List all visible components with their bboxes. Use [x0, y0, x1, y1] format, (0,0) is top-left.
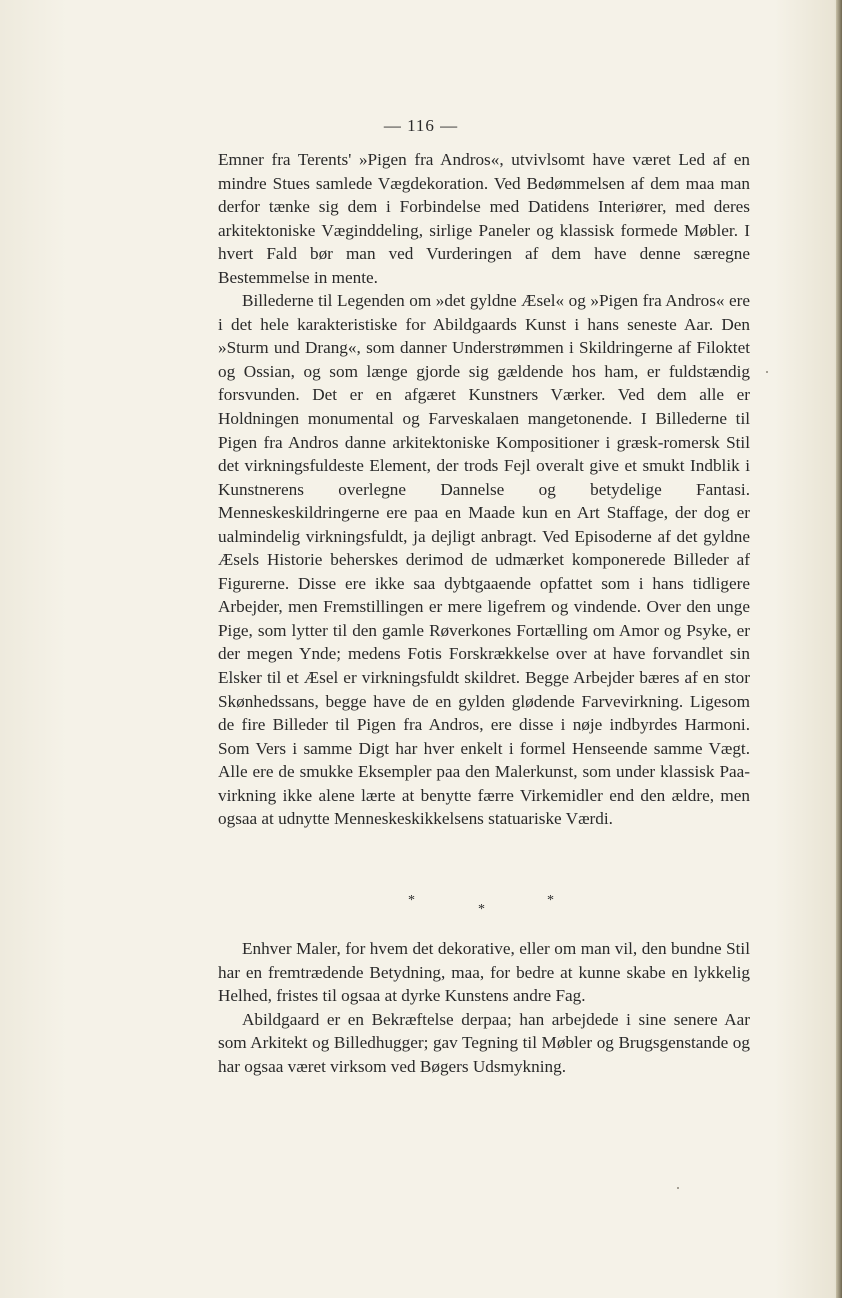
paragraph-legend-pictures: Billederne til Legenden om »det gyldne Æsel« og »Pigen fra Andros« ere i det hele karakteristiske for Abildgaards Kunst i hans seneste Aar. Den »Sturm und Drang«, som danner Understrømmen i Skildringerne af Filoktet og Ossian, og som længe gjorde sig gældende hos ham, er fuldstændig forsvunden. Det er en afgæret Kunstners Værker. Ved dem alle er Holdningen monumental og Farveskalaen mangetonende. I Billederne til Pigen fra Andros danne arkitektoniske Kompositioner i græsk-romersk Stil det virkningsfuldeste Element, der trods Fejl overalt give et smukt Indblik i Kunstnerens overlegne Dannelse og betydelige Fantasi. Menneskeskildringerne ere paa en Maade kun en Art Staffage, der dog er ualmindelig virkningsfuldt, ja dejligt anbragt. Ved Episoderne af det gyldne Æsels Historie beherskes derimod de udmærket komponerede Billeder af Figurerne. Disse ere ikke saa dybtgaaende opfattet som i hans tidligere Arbejder, men Fremstillingen er mere ligefrem og vindende. Over den unge Pige, som lytter til den gamle Røverkones Fortælling om Amor og Psyke, er der megen Ynde; medens Fotis Forskrækkelse over at have forvandlet sin Elsker til et Æsel er virkningsfuldt skildret. Begge Arbejder bæres af en stor Skønhedssans, begge have de en gylden glødende Farvevirkning. Ligesom de fire Billeder til Pigen fra Andros, ere disse i nøje indbyrdes Harmoni. Som Vers i samme Digt har hver enkelt i formel Henseende samme Vægt. Alle ere de smukke Eksempler paa den Malerkunst, som under klassisk Paavirkning ikke alene lærte at benytte færre Virkemidler end den ældre, men ogsaa at udnytte Menneskeskikkelsens statuariske Værdi.: [218, 291, 750, 829]
page-number: — 116 —: [383, 116, 459, 135]
main-text-section: [218, 148, 750, 831]
asterisk-left: *: [408, 893, 415, 908]
page-edge-shadow: [836, 0, 842, 1298]
paper-speck: [677, 1187, 679, 1189]
paragraph-continuation: Emner fra Terents' »Pigen fra Andros«, utvivlsomt have været Led af en mindre Stues samlede Vægdekoration. Ved Bedømmelsen af dem maa man derfor tænke sig dem i Forbindelse med Datidens Interiører, med deres arkitektoniske Væginddeling, sirlige Paneler og klassisk formede Møbler. I hvert Fald bør man ved Vurderingen af dem have denne særegne Bestemmelse in mente.: [218, 150, 750, 287]
asterisk-right: *: [547, 893, 554, 908]
closing-text-section: [218, 937, 750, 1078]
asterisk-middle: *: [478, 902, 485, 917]
paper-speck: [766, 371, 768, 373]
paragraph-decorative-painter: Enhver Maler, for hvem det dekorative, eller om man vil, den bundne Stil har en fremtrædende Betydning, maa, for bedre at kunne skabe en lykkelig Helhed, fristes til ogsaa at dyrke Kunstens andre Fag.: [218, 939, 750, 1006]
section-divider-asterism: [0, 893, 842, 919]
paragraph-abildgaard-architect: Abildgaard er en Bekræftelse derpaa; han arbejdede i sine senere Aar som Arkitekt og Billedhugger; gav Tegning til Møbler og Brugsgenstande og har ogsaa været virksom ved Bøgers Udsmykning.: [218, 1009, 750, 1076]
